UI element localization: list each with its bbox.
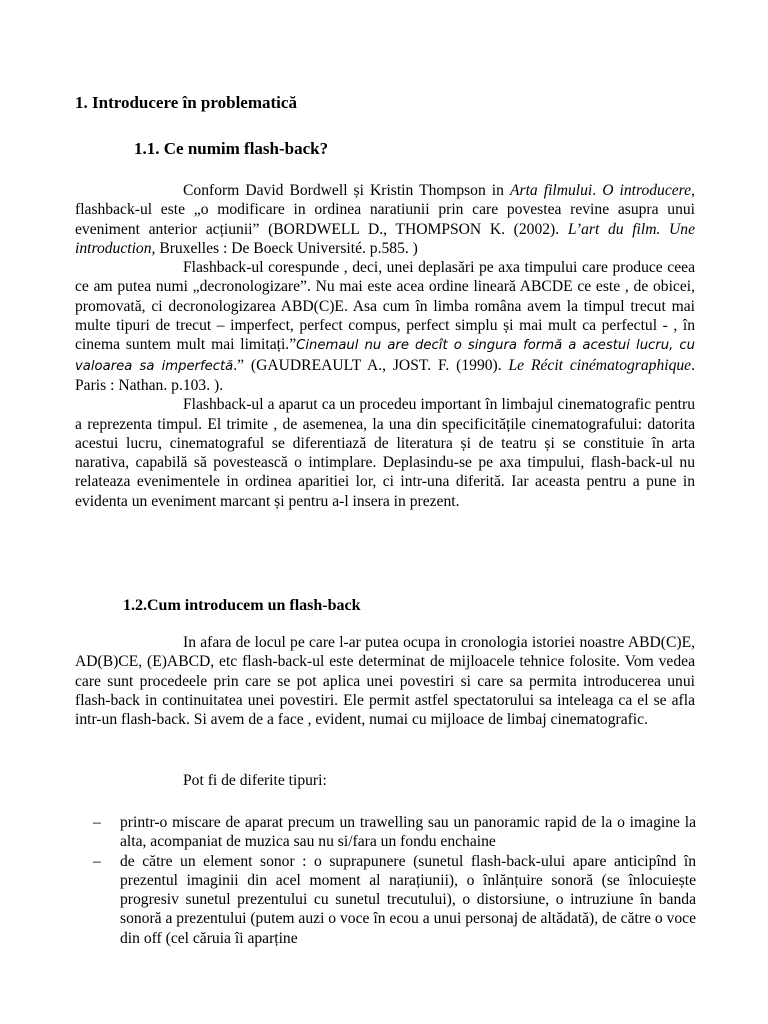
dash-bullet: – bbox=[93, 814, 101, 831]
list-item-text: printr-o miscare de aparat precum un trawelling sau un panoramic rapid de la o imagine la alta, acompaniat de muzica sau nu si/fara un fondu enchaine bbox=[120, 814, 696, 851]
list-item bbox=[93, 852, 696, 948]
italic-title: Le Récit cinématographique bbox=[508, 356, 692, 374]
text-run: , flashback-ul este „o modificare in ordinea naratiunii prin care povestea revine asupra unui eveniment anterior acțiunii” (BORDWELL D., THOMPSON K. (2002). bbox=[75, 182, 696, 238]
dash-bullet: – bbox=[93, 852, 101, 870]
list-item-text: de către un element sonor : o suprapunere (sunetul flash-back-ului apare anticipînd în prezentul imaginii din acel moment al narațiunii), o înlănțuire sonoră (se înlocuiește progresiv sunetul prezentului cu sunetul trecutului), o distorsiune, o intruziune în banda sonoră a prezentului (putem auzi o voce în ecou a unui personaj de altădată), de către o voce din off (cel căruia îi aparține bbox=[120, 852, 696, 947]
section-heading-1-2: 1.2.Cum introducem un flash-back bbox=[123, 597, 361, 614]
section-1-1-body bbox=[75, 181, 695, 511]
list-item bbox=[93, 813, 696, 852]
text-run: Flashback-ul corespunde , deci, unei deplasări pe axa timpului care produce ceea ce am putea numi „decronologizare”. Nu mai este acea ordine lineară ABCDE ce este , de obicei, promovată, ci decronologizarea ABD(C)E. Asa cum în limba româna avem la timpul trecut mai multe tipuri de trecut – imperfect, perfect compus, perfect simplu și mai mult ca perfectul - , în cinema suntem mult mai limitați.” bbox=[75, 259, 695, 354]
italic-title: L’art du film. Une introduction, bbox=[75, 220, 695, 257]
text-run: .” (GAUDREAULT A., JOST. F. (1990). bbox=[233, 356, 509, 374]
chapter-heading: 1. Introducere în problematică bbox=[75, 93, 297, 112]
italic-title: O introducere bbox=[602, 182, 692, 199]
paragraph-mijloace: In afara de locul pe care l-ar putea ocupa in cronologia istoriei noastre ABD(C)E, AD(B)CE, (E)ABCD, etc flash-back-ul este determinat de mijloacele tehnice folosite. Vom vedea care sunt procedeele prin care se pot aplica unei povestiri si care sa permita introducerea unui flash-back in continuitatea unei povestiri. Ele permit astfel spectatorului sa inteleaga ca el se afla intr-un flash-back. Si avem de a face , evident, numai cu mijloace de limbaj cinematografic. bbox=[75, 634, 695, 729]
text-run: Conform David Bordwell și Kristin Thompson in bbox=[183, 182, 510, 199]
italic-quote: Cinemaul nu are decît o singura formă a acestui lucru, cu valoarea sa imperfectă bbox=[75, 338, 695, 374]
section-heading-1-1: 1.1. Ce numim flash-back? bbox=[134, 139, 329, 158]
paragraph-bordwell bbox=[75, 181, 695, 258]
text-run: . bbox=[592, 182, 603, 199]
paragraph-procedeu: Flashback-ul a aparut ca un procedeu important în limbajul cinematografic pentru a reprezenta timpul. El trimite , de asemenea, la una din specificitățile cinematografului: datorita acestui lucru, cinematograful se diferentiază de literatura și de teatru și se constituie în arta narativa, capabilă să povestească o intimplare. Deplasindu-se pe axa timpului, flash-back-ul nu relateaza evenimentele in ordinea aparitiei lor, ci intr-una diferită. Iar aceasta pentru a pune in evidenta un eveniment marcant și pentru a-l insera in prezent. bbox=[75, 396, 695, 510]
section-1-2-body bbox=[75, 633, 695, 729]
paragraph-decronologizare bbox=[75, 258, 695, 395]
text-run: . Paris : Nathan. p.103. ). bbox=[75, 356, 696, 394]
italic-title: Arta filmului bbox=[509, 182, 593, 199]
list-intro: Pot fi de diferite tipuri: bbox=[183, 772, 327, 789]
technique-list bbox=[93, 813, 696, 948]
text-run: Bruxelles : De Boeck Université. p.585. ) bbox=[155, 239, 418, 257]
